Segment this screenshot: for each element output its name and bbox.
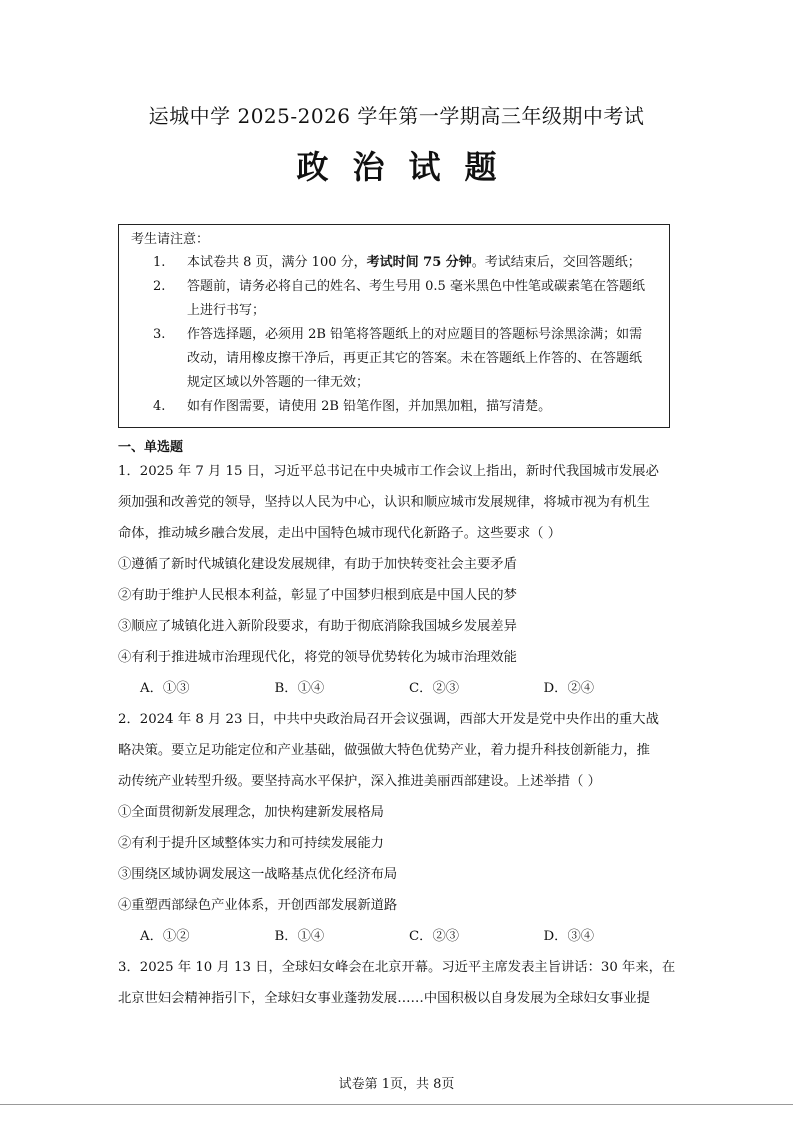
notice-text: 。考试结束后，交回答题纸； xyxy=(471,255,641,270)
bottom-divider xyxy=(0,1104,793,1105)
notice-text: 本试卷共 8 页，满分 100 分， xyxy=(187,255,367,270)
notice-number: 1. xyxy=(153,255,166,270)
question-1-stem-line: 命体，推动城乡融合发展，走出中国特色城市现代化新路子。这些要求（ ） xyxy=(118,526,562,541)
option-b: B．①④ xyxy=(274,681,325,696)
notice-emphasis: 考试时间 75 分钟 xyxy=(366,255,472,270)
option-d: D．③④ xyxy=(543,929,595,944)
notice-box xyxy=(118,224,670,428)
notice-item-2 xyxy=(131,275,657,323)
option-c: C．②③ xyxy=(409,681,460,696)
option-d: D．②④ xyxy=(543,681,595,696)
question-1-statement: ①遵循了新时代城镇化建设发展规律，有助于加快转变社会主要矛盾 xyxy=(118,557,517,572)
notice-line: 作答选择题，必须用 2B 铅笔将答题纸上的对应题目的答题标号涂黑涂满；如需 xyxy=(187,327,643,342)
notice-number: 2. xyxy=(153,279,166,294)
subject-title: 政治试题 xyxy=(296,148,521,186)
notice-number: 4. xyxy=(153,399,166,414)
question-list xyxy=(118,456,678,1014)
question-3-stem-line: 3．2025 年 10 月 13 日，全球妇女峰会在北京开幕。习近平主席发表主旨讲话：30 年来，在 xyxy=(118,960,676,975)
question-1-statement: ④有利于推进城市治理现代化，将党的领导优势转化为城市治理效能 xyxy=(118,650,517,665)
notice-item-3 xyxy=(131,323,657,395)
exam-title: 运城中学 2025-2026 学年第一学期高三年级期中考试 xyxy=(148,104,645,128)
question-1-options xyxy=(118,673,678,704)
option-b: B．①④ xyxy=(274,929,325,944)
notice-line: 规定区域以外答题的一律无效； xyxy=(187,375,370,390)
question-1-statement: ③顺应了城镇化进入新阶段要求，有助于彻底消除我国城乡发展差异 xyxy=(118,619,517,634)
notice-line: 改动，请用橡皮擦干净后，再更正其它的答案。未在答题纸上作答的、在答题纸 xyxy=(187,351,643,366)
option-a: A．①③ xyxy=(140,681,190,696)
notice-line: 答题前，请务必将自己的姓名、考生号用 0.5 毫米黑色中性笔或碳素笔在答题纸 xyxy=(187,279,645,294)
question-2-stem-line: 动传统产业转型升级。要坚持高水平保护，深入推进美丽西部建设。上述举措（ ） xyxy=(118,774,601,789)
question-2-stem-line: 略决策。要立足功能定位和产业基础，做强做大特色优势产业，着力提升科技创新能力，推 xyxy=(118,743,650,758)
question-2-stem-line: 2．2024 年 8 月 23 日，中共中央政治局召开会议强调，西部大开发是党中央作出的重大战 xyxy=(118,712,659,727)
notice-item-1 xyxy=(131,251,657,275)
question-3-stem-line: 北京世妇会精神指引下，全球妇女事业蓬勃发展……中国积极以自身发展为全球妇女事业提 xyxy=(118,991,650,1006)
notice-line: 上进行书写； xyxy=(187,303,266,318)
question-2-statement: ④重塑西部绿色产业体系，开创西部发展新道路 xyxy=(118,898,398,913)
notice-line: 如有作图需要，请使用 2B 铅笔作图，并加黑加粗，描写清楚。 xyxy=(187,399,552,414)
section-heading: 一、单选题 xyxy=(118,440,184,455)
question-1-stem-line: 须加强和改善党的领导，坚持以人民为中心，认识和顺应城市发展规律，将城市视为有机生 xyxy=(118,495,650,510)
question-2-statement: ②有利于提升区域整体实力和可持续发展能力 xyxy=(118,836,384,851)
question-2-options xyxy=(118,921,678,952)
question-2-statement: ③围绕区域协调发展这一战略基点优化经济布局 xyxy=(118,867,398,882)
question-1-statement: ②有助于维护人民根本利益，彰显了中国梦归根到底是中国人民的梦 xyxy=(118,588,517,603)
notice-number: 3. xyxy=(153,327,166,342)
page-footer: 试卷第 1页，共 8页 xyxy=(338,1077,455,1092)
question-2-statement: ①全面贯彻新发展理念，加快构建新发展格局 xyxy=(118,805,384,820)
option-a: A．①② xyxy=(140,929,190,944)
notice-title: 考生请注意： xyxy=(131,232,210,247)
option-c: C．②③ xyxy=(409,929,460,944)
notice-item-4 xyxy=(131,395,657,419)
question-1-stem-line: 1．2025 年 7 月 15 日，习近平总书记在中央城市工作会议上指出，新时代我国城市发展必 xyxy=(118,464,659,479)
